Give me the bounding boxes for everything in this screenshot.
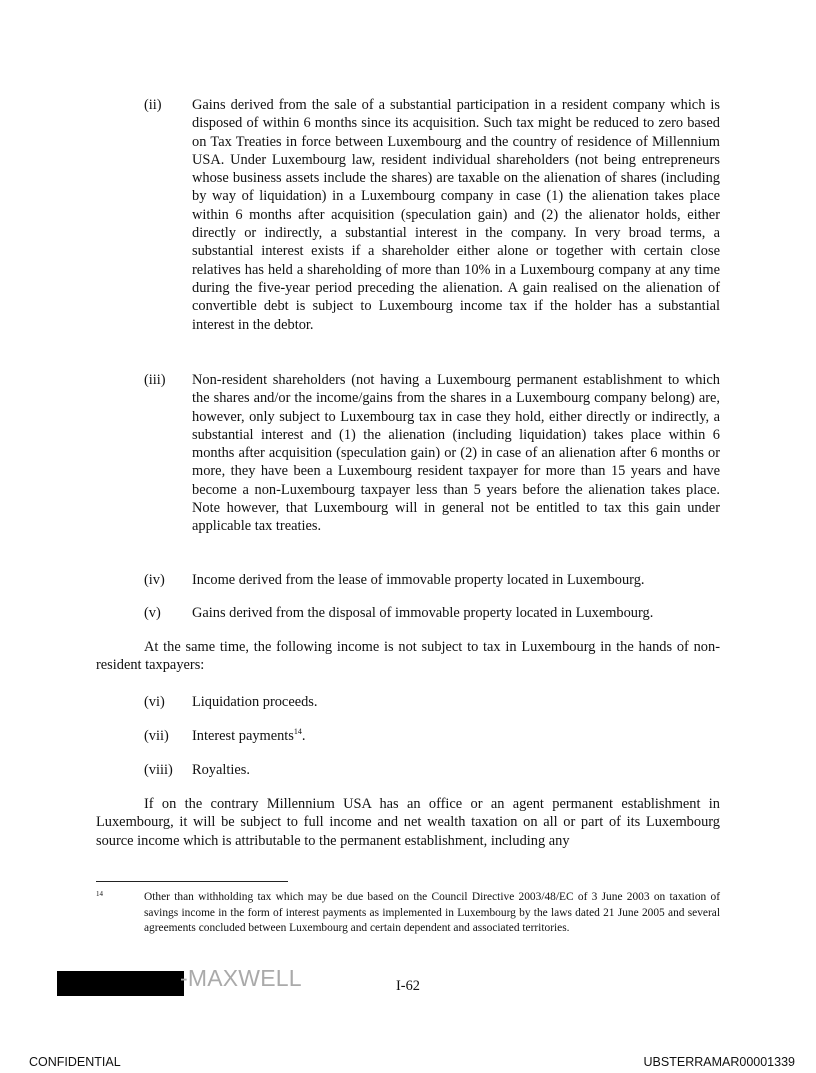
list-item-vii [144,727,720,745]
item-text: Gains derived from the disposal of immovable property located in Luxembourg. [192,605,654,621]
list-item-iii [144,371,720,536]
list-item-ii [144,96,720,334]
item-number: (v) [144,605,161,621]
list-item-v [144,604,720,622]
list-item-viii [144,761,720,779]
list-item-iv [144,571,720,589]
item-number: (vi) [144,694,165,710]
footnote-divider [96,881,288,882]
bates-number: UBSTERRAMAR00001339 [643,1055,795,1069]
item-text: Royalties. [192,762,250,778]
item-number: (ii) [144,97,162,113]
item-number: (iii) [144,372,166,388]
confidential-label: CONFIDENTIAL [29,1055,121,1069]
footnote-reference: 14 [293,727,302,737]
footnote [96,890,720,937]
item-number: (iv) [144,572,165,588]
item-number: (viii) [144,762,173,778]
item-text-tail: . [301,728,306,744]
item-text-body: Interest payments [192,728,294,744]
item-text: Gains derived from the sale of a substantial participation in a resident company which is disposed of within 6 months since its acquisition. Such tax might be reduced to zero based on Tax Treaties in force between Luxembourg and the country of residence of Millennium USA. Under Luxembourg law, resident individual shareholders (not being entrepreneurs whose business assets include the shares) are taxable on the alienation of shares (including by way of liquidation) in a Luxembourg company in case (1) the alienation takes place within 6 months after acquisition (speculation gain) and (2) the alienator holds, either directly or indirectly, a substantial interest in the company. In very broad terms, a substantial interest exists if a shareholder either alone or together with certain close relatives has held a shareholding of more than 10% in a Luxembourg company at any time during the five-year period preceding the alienation. A gain realised on the alienation of convertible debt is subject to Luxembourg income tax if the holder has a substantial interest in the debtor. [192,97,720,333]
exhibit-stamp: -MAXWELL [180,965,302,991]
item-text: Liquidation proceeds. [192,694,318,710]
closing-paragraph: If on the contrary Millennium USA has an office or an agent permanent establishment in Luxembourg, it will be subject to full income and net wealth taxation on all or part of its Luxembourg source income which is attributable to the permanent establishment, including any [96,796,720,849]
item-number: (vii) [144,728,169,744]
page-number: I-62 [396,978,420,994]
list-item-vi [144,693,720,711]
item-text: Non-resident shareholders (not having a Luxembourg permanent establishment to which the shares and/or the income/gains from the shares in a Luxembourg company belong) are, however, only subject to Luxembourg tax in case they hold, either directly or indirectly, a substantial interest and (1) the alienation (including liquidation) takes place within 6 months after acquisition (speculation gain) or (2) in case of an alienation after 6 months or more, they have been a Luxembourg resident taxpayer for more than 15 years and have become a non-Luxembourg taxpayer less than 5 years before the alienation takes place. Note however, that Luxembourg will in general not be entitled to tax this gain under applicable tax treaties. [192,372,720,535]
intro-paragraph: At the same time, the following income is not subject to tax in Luxembourg in the hands of non-resident taxpayers: [96,639,720,674]
item-text [192,727,720,745]
footnote-text: Other than withholding tax which may be due based on the Council Directive 2003/48/EC of 3 June 2003 on taxation of savings income in the form of interest payments as implemented in Luxembourg by the laws dated 21 June 2005 and several agreements concluded between Luxembourg and certain dependent and associated territories. [144,891,720,934]
footnote-mark: 14 [96,890,103,898]
item-text: Income derived from the lease of immovable property located in Luxembourg. [192,572,645,588]
redaction-box [57,971,184,996]
